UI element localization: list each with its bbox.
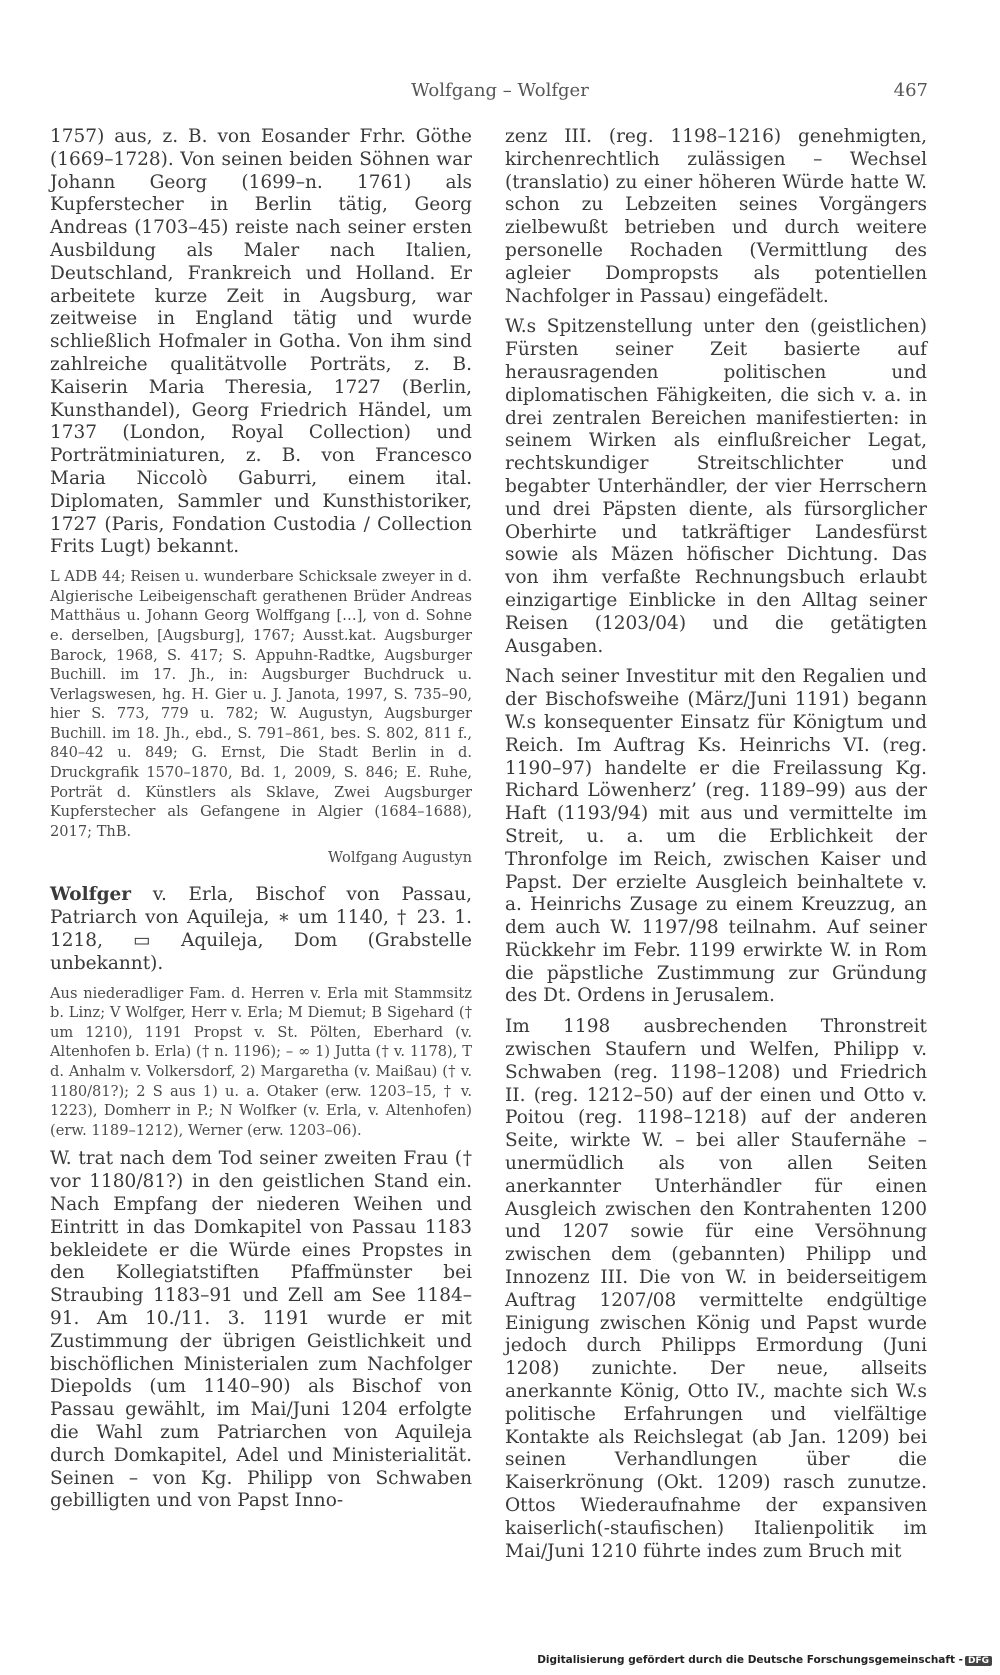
page-number: 467 (893, 80, 928, 101)
paragraph-thronstreit: Im 1198 ausbrechenden Thronstreit zwischen Staufern und Welfen, Philipp v. Schwaben (reg. 1198–1208) und Friedrich II. (reg. 1212–50) auf der einen und Otto v. Poitou (reg. 1198–1218) auf der anderen Seite, wirkte W. – bei aller Staufernähe – unermüdlich als von allen Seiten anerkannter Unterhändler für einen Ausgleich zwischen den Kontrahenten 1200 und 1207 sowie für eine Versöhnung zwischen dem (gebannten) Philipp und Innozenz III. Die von W. in beiderseitigem Auftrag 1207/08 vermittelte endgültige Einigung zwischen König und Papst wurde jedoch durch Philipps Ermordung (Juni 1208) zunichte. Der neue, allseits anerkannte König, Otto IV., machte sich W.s politische Erfahrungen und vielfältige Kontakte als Reichslegat (ab Jan. 1209) bei seinen Verhandlungen über die Kaiserkrönung (Okt. 1209) rasch zunutze. Ottos Wiederaufnahme der expansiven kaiserlich(-staufischen) Italienpolitik im Mai/Juni 1210 führte indes zum Bruch mit (505, 1016, 927, 1562)
left-column (50, 126, 472, 1521)
entry-head-details: v. Erla, Bischof von Passau, Patriarch von Aquileja, ∗ um 1140, † 23. 1. 1218, ▭ Aquileja, Dom (Grabstelle unbekannt). (50, 884, 472, 974)
bibliography-wolfgang: L ADB 44; Reisen u. wunderbare Schicksale zweyer in d. Algierische Leibeigenschaft gerathenen Brüder Andreas Matthäus u. Johann Georg Wolffgang […], von d. Sohne e. derselben, [Augsburg], 1767; Ausst.kat. Augsburger Barock, 1968, S. 417; S. Appuhn-Radtke, Augsburger Buchill. im 17. Jh., in: Augsburger Buchdruck u. Verlagswesen, hg. H. Gier u. J. Janota, 1997, S. 735–90, hier S. 773, 779 u. 782; W. Augustyn, Augsburger Buchill. im 18. Jh., ebd., S. 791–861, bes. S. 802, 811 f., 840–42 u. 849; G. Ernst, Die Stadt Berlin in d. Druckgrafik 1570–1870, Bd. 1, 2009, S. 846; E. Ruhe, Porträt d. Künstlers als Sklave, Zwei Augsburger Kupferstecher als Gefangene in Algier (1684–1688), 2017; ThB. (50, 568, 472, 840)
paragraph-spitzenstellung: W.s Spitzenstellung unter den (geistlichen) Fürsten seiner Zeit basierte auf herausragenden politischen und diplomatischen Fähigkeiten, die sich v. a. in drei zentralen Bereichen manifestierten: in seinem Wirken als einflußreicher Legat, rechtskundiger Streitschlichter und begabter Unterhändler, der vier Herrschern und drei Päpsten diente, als fürsorglicher Oberhirte und tatkräftiger Landesfürst sowie als Mäzen höfischer Dichtung. Das von ihm verfaßte Rechnungsbuch erlaubt einzigartige Einblicke in den Alltag seiner Reisen (1203/04) und die getätigten Ausgaben. (505, 316, 927, 657)
running-title: Wolfgang – Wolfger (411, 80, 589, 101)
article-author: Wolfgang Augustyn (328, 849, 472, 867)
right-column (505, 126, 927, 1571)
entry-heading-wolfger (50, 884, 472, 975)
paragraph-investitur: Nach seiner Investitur mit den Regalien und der Bischofsweihe (März/Juni 1191) begann W.s konsequenter Einsatz für Königtum und Reich. Im Auftrag Ks. Heinrichs VI. (reg. 1190–97) handelte er die Freilassung Kg. Richard Löwenherz’ (reg. 1189–99) aus der Haft (1193/94) mit aus und vermittelte im Streit, u. a. um die Erblichkeit der Thronfolge im Reich, zwischen Kaiser und Papst. Der erzielte Ausgleich beinhaltete v. a. Heinrichs Zusage zu einem Kreuzzug, an dem auch W. 1197/98 teilnahm. Auf seiner Rückkehr im Febr. 1199 erwirkte W. in Rom die päpstliche Zustimmung zur Gründung des Dt. Ordens in Jerusalem. (505, 666, 927, 1007)
digitization-footer (537, 1654, 992, 1666)
paragraph-translatio: zenz III. (reg. 1198–1216) genehmigten, kirchenrechtlich zulässigen – Wechsel (translatio) zu einer höheren Würde hatte W. schon zu Lebzeiten seines Vorgängers zielbewußt betrieben und durch weitere personelle Rochaden (Vermittlung des agleier Dompropsts als potentiellen Nachfolger in Passau) eingefädelt. (505, 126, 927, 307)
footer-text: Digitalisierung gefördert durch die Deutsche Forschungsgemeinschaft - (537, 1654, 963, 1666)
paragraph-wolfger-biography: W. trat nach dem Tod seiner zweiten Frau († vor 1180/81?) in den geistlichen Stand ein. Nach Empfang der niederen Weihen und Eintritt in das Domkapitel von Passau 1183 bekleidete er die Würde eines Propstes in den Kollegiatstiften Pfaffmünster bei Straubing 1183–91 und Zell am See 1184–91. Am 10./11. 3. 1191 wurde er mit Zustimmung der übrigen Geistlichkeit und bischöflichen Ministerialen zum Nachfolger Diepolds (um 1140–90) als Bischof von Passau gewählt, im Mai/Juni 1204 erfolgte die Wahl zum Patriarchen von Aquileja durch Domkapitel, Adel und Ministerialität. Seinen – von Kg. Philipp von Schwaben gebilligten und von Papst Inno- (50, 1148, 472, 1512)
dfg-logo: DFG (965, 1656, 992, 1666)
paragraph-wolfgang-continued: 1757) aus, z. B. von Eosander Frhr. Göthe (1669–1728). Von seinen beiden Söhnen war Johann Georg (1699–n. 1761) als Kupferstecher in Berlin tätig, Georg Andreas (1703–45) reiste nach seiner ersten Ausbildung als Maler nach Italien, Deutschland, Frankreich und Holland. Er arbeitete kurze Zeit in Augsburg, war zeitweise in England tätig und wurde schließlich Hofmaler in Gotha. Von ihm sind zahlreiche qualitätvolle Porträts, z. B. Kaiserin Maria Theresia, 1727 (Berlin, Kunsthandel), Georg Friedrich Händel, um 1737 (London, Royal Collection) und Porträtminiaturen, z. B. von Francesco Maria Niccolò Gaburri, einem ital. Diplomaten, Sammler und Kunsthistoriker, 1727 (Paris, Fondation Custodia / Collection Frits Lugt) bekannt. (50, 126, 472, 558)
genealogy-wolfger: Aus niederadliger Fam. d. Herren v. Erla mit Stammsitz b. Linz; V Wolfger, Herr v. Erla; M Diemut; B Sigehard († um 1210), 1191 Propst v. St. Pölten, Eberhard (v. Altenhofen b. Erla) († n. 1196); – ∞ 1) Jutta († v. 1178), T d. Anhalm v. Volkersdorf, 2) Margaretha (v. Maißau) († v. 1180/81?); 2 S aus 1) u. a. Otaker (erw. 1203–15, † v. 1223), Domherr in P.; N Wolfker (v. Erla, v. Altenhofen) (erw. 1189–1212), Werner (erw. 1203–06). (50, 984, 472, 1139)
entry-headword: Wolfger (50, 884, 132, 906)
